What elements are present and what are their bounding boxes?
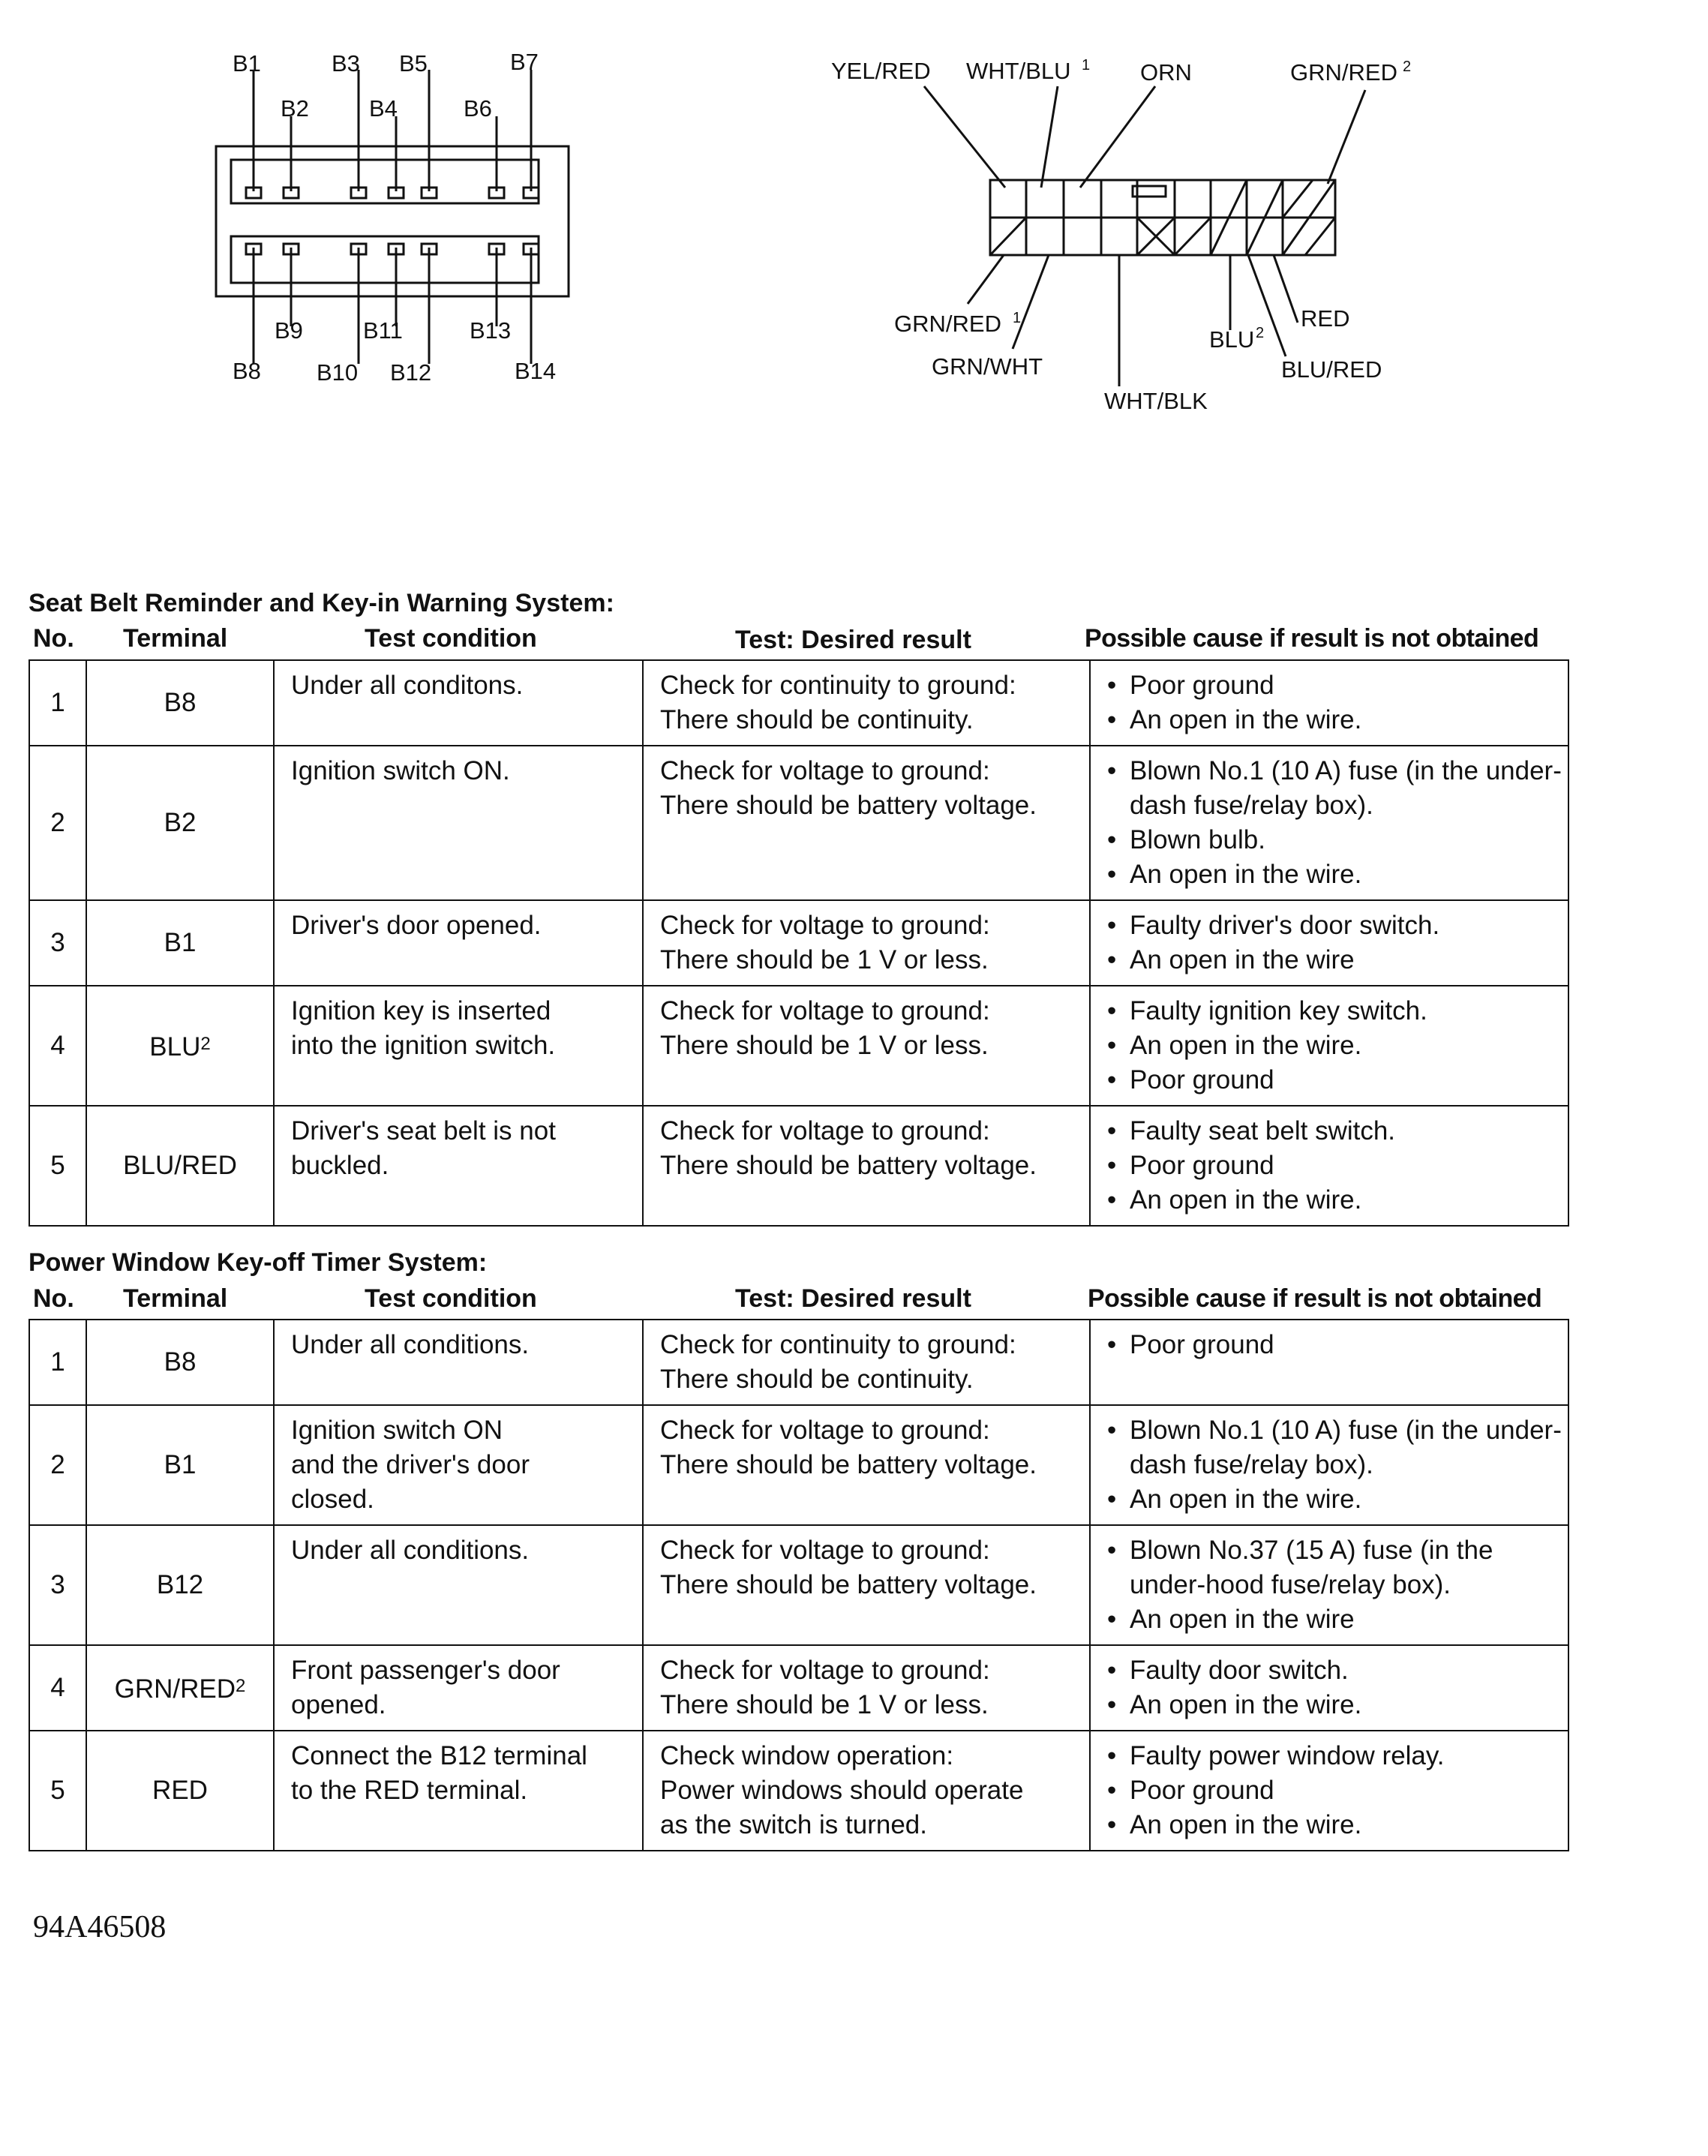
cause-item: • Blown No.1 (10 A) fuse (in the under-dash fuse/relay box). — [1107, 1413, 1565, 1482]
cause-item: • An open in the wire. — [1107, 1028, 1565, 1063]
possible-cause-cell — [1090, 1525, 1568, 1645]
possible-cause-cell — [1090, 986, 1568, 1106]
wire-label-grn-red-1: GRN/RED — [894, 311, 1001, 337]
row-number: 5 — [29, 1106, 86, 1226]
desired-result-cell: Check for continuity to ground: There should be continuity. — [643, 1320, 1090, 1405]
cause-item: • Poor ground — [1107, 1063, 1565, 1098]
seat-belt-header-terminal: Terminal — [123, 624, 228, 653]
desired-result-cell: Check for voltage to ground: There should be battery voltage. — [643, 746, 1090, 900]
cause-item: • Poor ground — [1107, 1328, 1565, 1362]
cause-item: • Faulty ignition key switch. — [1107, 994, 1565, 1028]
seat-belt-header-no: No. — [33, 624, 74, 653]
possible-cause-cell — [1090, 900, 1568, 986]
cause-item: • Poor ground — [1107, 1149, 1565, 1183]
desired-result-cell: Check window operation: Power windows should operate as the switch is turned. — [643, 1731, 1090, 1851]
wire-superscript-2b: 2 — [1256, 325, 1265, 341]
terminal-label: B1 — [164, 1450, 197, 1479]
test-condition-cell: Under all conditions. — [274, 1525, 643, 1645]
pin-label-b5: B5 — [399, 50, 428, 77]
wire-label-red: RED — [1301, 305, 1350, 332]
row-number: 1 — [29, 1320, 86, 1405]
test-condition-cell: Ignition switch ON. — [274, 746, 643, 900]
desired-result-cell: Check for continuity to ground: There should be continuity. — [643, 660, 1090, 746]
pin-label-b10: B10 — [317, 359, 359, 386]
seat-belt-header-desired-result: Test: Desired result — [735, 626, 971, 654]
cause-item: • An open in the wire. — [1107, 703, 1565, 737]
cause-item: • An open in the wire. — [1107, 857, 1565, 892]
wire-label-wht-blu: WHT/BLU — [966, 58, 1071, 84]
test-condition-cell: Driver's seat belt is not buckled. — [274, 1106, 643, 1226]
row-number: 3 — [29, 900, 86, 986]
terminal-label: B1 — [164, 928, 197, 957]
cause-item: • An open in the wire. — [1107, 1482, 1565, 1517]
table-row — [29, 1405, 1568, 1525]
wire-label-yel-red: YEL/RED — [831, 58, 931, 84]
wire-superscript-2: 2 — [1403, 59, 1412, 75]
pin-label-b11: B11 — [363, 317, 403, 344]
cause-item: • An open in the wire. — [1107, 1183, 1565, 1218]
pin-label-b12: B12 — [390, 359, 432, 386]
row-number: 4 — [29, 1645, 86, 1731]
pin-label-b6: B6 — [464, 95, 492, 122]
cause-item: • Blown No.1 (10 A) fuse (in the under-dash fuse/relay box). — [1107, 754, 1565, 823]
test-condition-cell: Connect the B12 terminal to the RED terminal. — [274, 1731, 643, 1851]
cause-item: • An open in the wire — [1107, 943, 1565, 977]
test-condition-cell: Ignition key is inserted into the ignition switch. — [274, 986, 643, 1106]
test-condition-cell: Ignition switch ON and the driver's door closed. — [274, 1405, 643, 1525]
terminal-label: B8 — [164, 1347, 197, 1377]
possible-cause-cell — [1090, 746, 1568, 900]
wire-label-grn-wht: GRN/WHT — [932, 353, 1043, 380]
pin-label-b3: B3 — [332, 50, 360, 77]
cause-item: • Blown No.37 (15 A) fuse (in the under-hood fuse/relay box). — [1107, 1533, 1565, 1602]
power-window-section-title: Power Window Key-off Timer System: — [29, 1248, 488, 1277]
wire-superscript-1b: 1 — [1013, 310, 1022, 326]
seat-belt-section-title: Seat Belt Reminder and Key-in Warning System: — [29, 589, 614, 617]
possible-cause-cell — [1090, 1731, 1568, 1851]
cause-item: • Faulty driver's door switch. — [1107, 908, 1565, 943]
terminal-label: GRN/RED — [114, 1674, 236, 1704]
pin-label-b7: B7 — [510, 49, 539, 75]
wire-superscript-1: 1 — [1082, 57, 1091, 74]
terminal-superscript: 2 — [200, 1034, 211, 1054]
table-row — [29, 986, 1568, 1106]
desired-result-cell: Check for voltage to ground: There should be 1 V or less. — [643, 900, 1090, 986]
cause-item: • An open in the wire. — [1107, 1808, 1565, 1842]
wire-label-grn-red-2: GRN/RED — [1290, 59, 1397, 86]
table-row — [29, 1645, 1568, 1731]
desired-result-cell: Check for voltage to ground: There should be battery voltage. — [643, 1405, 1090, 1525]
terminal-cell — [86, 1731, 274, 1851]
terminal-cell — [86, 900, 274, 986]
power-window-header-possible-cause: Possible cause if result is not obtained — [1088, 1284, 1542, 1313]
terminal-superscript: 2 — [236, 1676, 246, 1696]
table-row — [29, 1106, 1568, 1226]
terminal-cell — [86, 1320, 274, 1405]
power-window-header-desired-result: Test: Desired result — [735, 1284, 971, 1313]
seat-belt-header-test-condition: Test condition — [365, 624, 537, 653]
possible-cause-cell — [1090, 1106, 1568, 1226]
desired-result-cell: Check for voltage to ground: There should be 1 V or less. — [643, 986, 1090, 1106]
pin-label-b14: B14 — [515, 358, 557, 384]
table-row — [29, 1731, 1568, 1851]
test-condition-cell: Under all conditions. — [274, 1320, 643, 1405]
possible-cause-cell — [1090, 1405, 1568, 1525]
possible-cause-cell — [1090, 660, 1568, 746]
desired-result-cell: Check for voltage to ground: There should be battery voltage. — [643, 1106, 1090, 1226]
terminal-cell — [86, 986, 274, 1106]
row-number: 4 — [29, 986, 86, 1106]
row-number: 5 — [29, 1731, 86, 1851]
terminal-label: BLU/RED — [123, 1151, 237, 1180]
desired-result-cell: Check for voltage to ground: There should be battery voltage. — [643, 1525, 1090, 1645]
terminal-cell — [86, 660, 274, 746]
terminal-cell — [86, 746, 274, 900]
row-number: 3 — [29, 1525, 86, 1645]
possible-cause-cell — [1090, 1645, 1568, 1731]
table-row — [29, 746, 1568, 900]
pin-label-b13: B13 — [470, 317, 512, 344]
table-row — [29, 1525, 1568, 1645]
terminal-cell — [86, 1405, 274, 1525]
power-window-header-test-condition: Test condition — [365, 1284, 537, 1313]
seat-belt-test-table — [29, 659, 1569, 1227]
terminal-label: RED — [152, 1776, 208, 1805]
pin-label-b4: B4 — [369, 95, 398, 122]
terminal-cell — [86, 1106, 274, 1226]
row-number: 2 — [29, 1405, 86, 1525]
possible-cause-cell — [1090, 1320, 1568, 1405]
terminal-cell — [86, 1525, 274, 1645]
document-code: 94A46508 — [33, 1910, 167, 1944]
test-condition-cell: Driver's door opened. — [274, 900, 643, 986]
cause-item: • Faulty seat belt switch. — [1107, 1114, 1565, 1149]
terminal-label: B8 — [164, 688, 197, 717]
pin-label-b9: B9 — [275, 317, 303, 344]
cause-item: • Faulty door switch. — [1107, 1653, 1565, 1688]
row-number: 1 — [29, 660, 86, 746]
cause-item: • Poor ground — [1107, 668, 1565, 703]
table-row — [29, 900, 1568, 986]
wire-label-wht-blk: WHT/BLK — [1104, 388, 1208, 414]
terminal-cell — [86, 1645, 274, 1731]
cause-item: • Poor ground — [1107, 1773, 1565, 1808]
test-condition-cell: Front passenger's door opened. — [274, 1645, 643, 1731]
desired-result-cell: Check for voltage to ground: There should be 1 V or less. — [643, 1645, 1090, 1731]
table-row — [29, 660, 1568, 746]
wire-label-blu-red: BLU/RED — [1281, 356, 1382, 383]
terminal-label: BLU — [149, 1032, 201, 1061]
pin-label-b8: B8 — [233, 358, 261, 384]
cause-item: • An open in the wire. — [1107, 1688, 1565, 1722]
terminal-label: B2 — [164, 808, 197, 837]
pin-label-b1: B1 — [233, 50, 261, 77]
table-row — [29, 1320, 1568, 1405]
wire-label-blu-2: BLU — [1209, 326, 1255, 353]
connector-wire-color-diagram — [810, 41, 1448, 424]
cause-item: • Faulty power window relay. — [1107, 1739, 1565, 1773]
test-condition-cell: Under all conditons. — [274, 660, 643, 746]
power-window-header-no: No. — [33, 1284, 74, 1313]
cause-item: • An open in the wire — [1107, 1602, 1565, 1637]
power-window-test-table — [29, 1319, 1569, 1851]
pin-label-b2: B2 — [281, 95, 309, 122]
power-window-header-terminal: Terminal — [123, 1284, 228, 1313]
wire-label-orn: ORN — [1140, 59, 1192, 86]
connector-b-diagram — [203, 41, 593, 394]
cause-item: • Blown bulb. — [1107, 823, 1565, 857]
terminal-label: B12 — [156, 1570, 204, 1599]
seat-belt-header-possible-cause: Possible cause if result is not obtained — [1085, 624, 1539, 653]
row-number: 2 — [29, 746, 86, 900]
